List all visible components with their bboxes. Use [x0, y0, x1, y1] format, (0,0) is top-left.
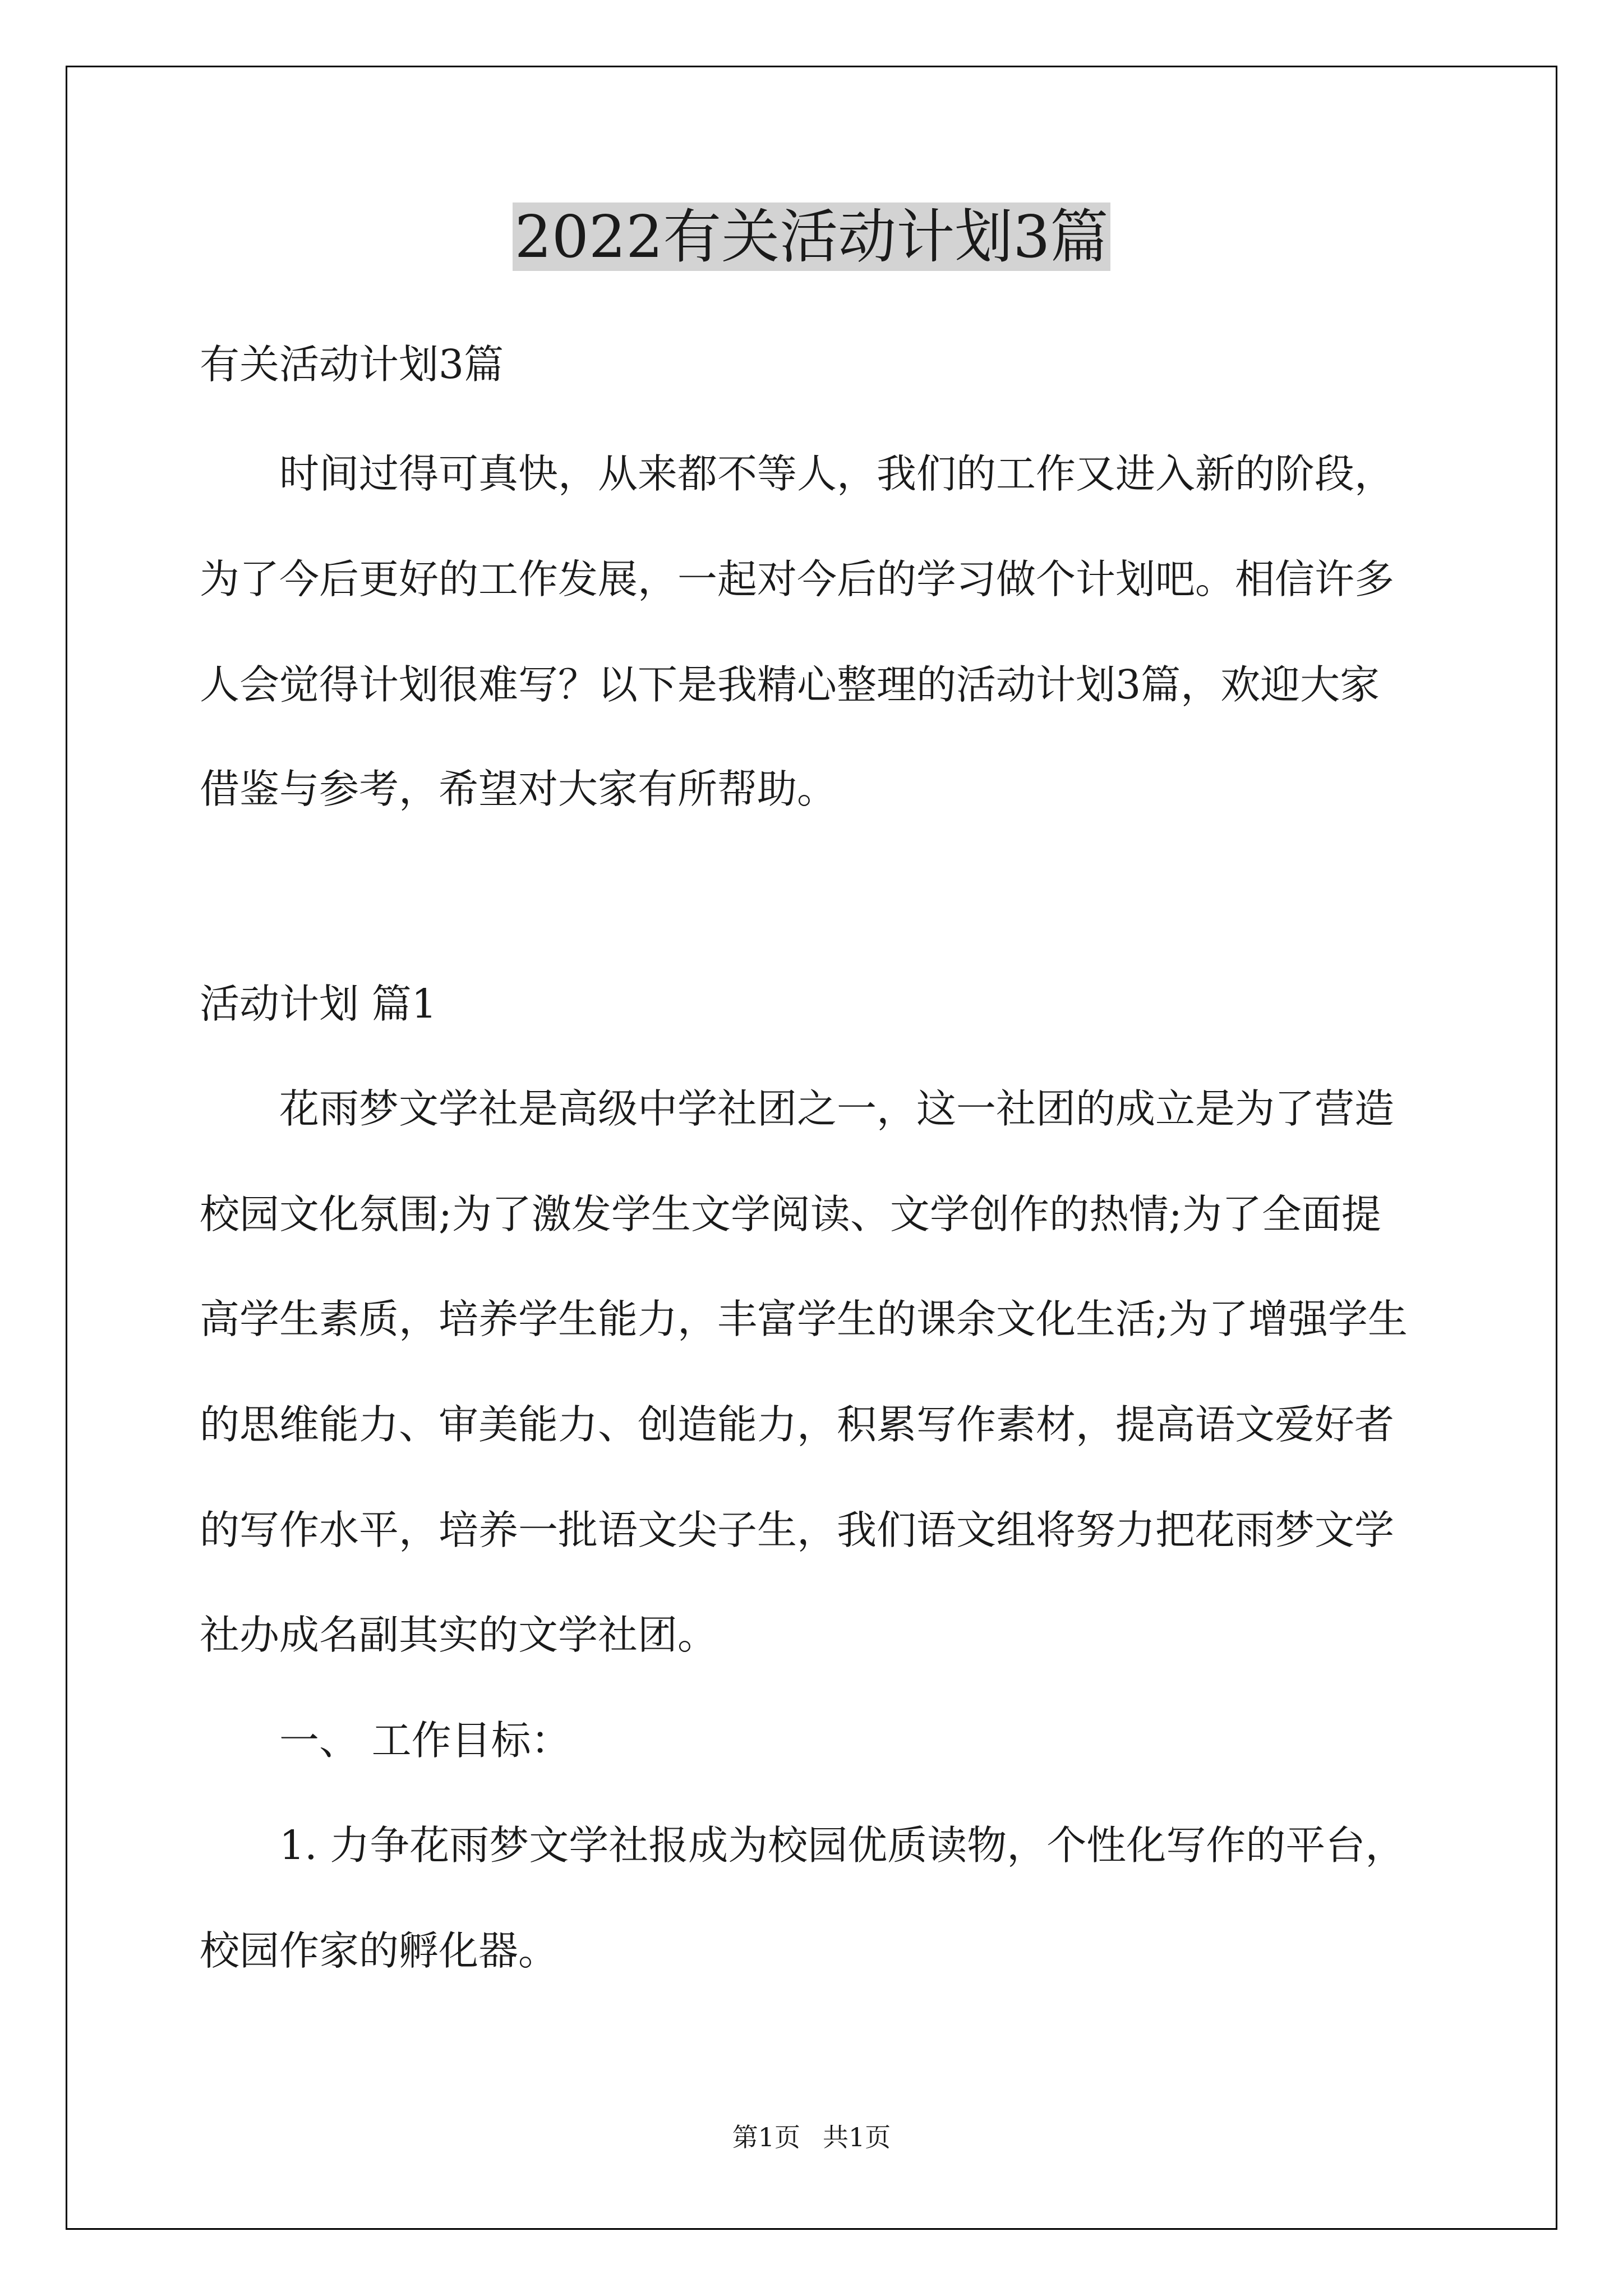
document-title	[0, 197, 1623, 276]
paragraph-line: 的思维能力、审美能力、创造能力，积累写作素材，提高语文爱好者	[200, 1401, 1395, 1448]
paragraph-line: 时间过得可真快，从来都不等人，我们的工作又进入新的阶段，	[200, 450, 1395, 497]
page-number: 第1页	[732, 2122, 800, 2152]
paragraph-line: 借鉴与参考，希望对大家有所帮助。	[200, 766, 837, 812]
list-item-line: 1. 力争花雨梦文学社报成为校园优质读物，个性化写作的平台，	[200, 1822, 1405, 1869]
list-heading: 一、 工作目标：	[200, 1717, 571, 1764]
section-heading: 活动计划 篇1	[200, 981, 437, 1027]
list-item-line: 校园作家的孵化器。	[200, 1927, 559, 1974]
page-total: 共1页	[823, 2122, 891, 2152]
subtitle-line: 有关活动计划3篇	[200, 341, 504, 388]
paragraph-line: 的写作水平，培养一批语文尖子生，我们语文组将努力把花雨梦文学	[200, 1507, 1395, 1553]
paragraph-line: 为了今后更好的工作发展，一起对今后的学习做个计划吧。相信许多	[200, 556, 1395, 602]
paragraph-line: 校园文化氛围;为了激发学生文学阅读、文学创作的热情;为了全面提	[200, 1191, 1381, 1237]
paragraph-line: 人会觉得计划很难写？以下是我精心整理的活动计划3篇，欢迎大家	[200, 661, 1380, 708]
page-footer	[0, 2120, 1623, 2154]
document-title-text: 2022有关活动计划3篇	[513, 203, 1111, 271]
paragraph-line: 高学生素质，培养学生能力，丰富学生的课余文化生活;为了增强学生	[200, 1296, 1408, 1342]
paragraph-line: 花雨梦文学社是高级中学社团之一，这一社团的成立是为了营造	[200, 1085, 1395, 1132]
paragraph-line: 社办成名副其实的文学社团。	[200, 1612, 718, 1658]
